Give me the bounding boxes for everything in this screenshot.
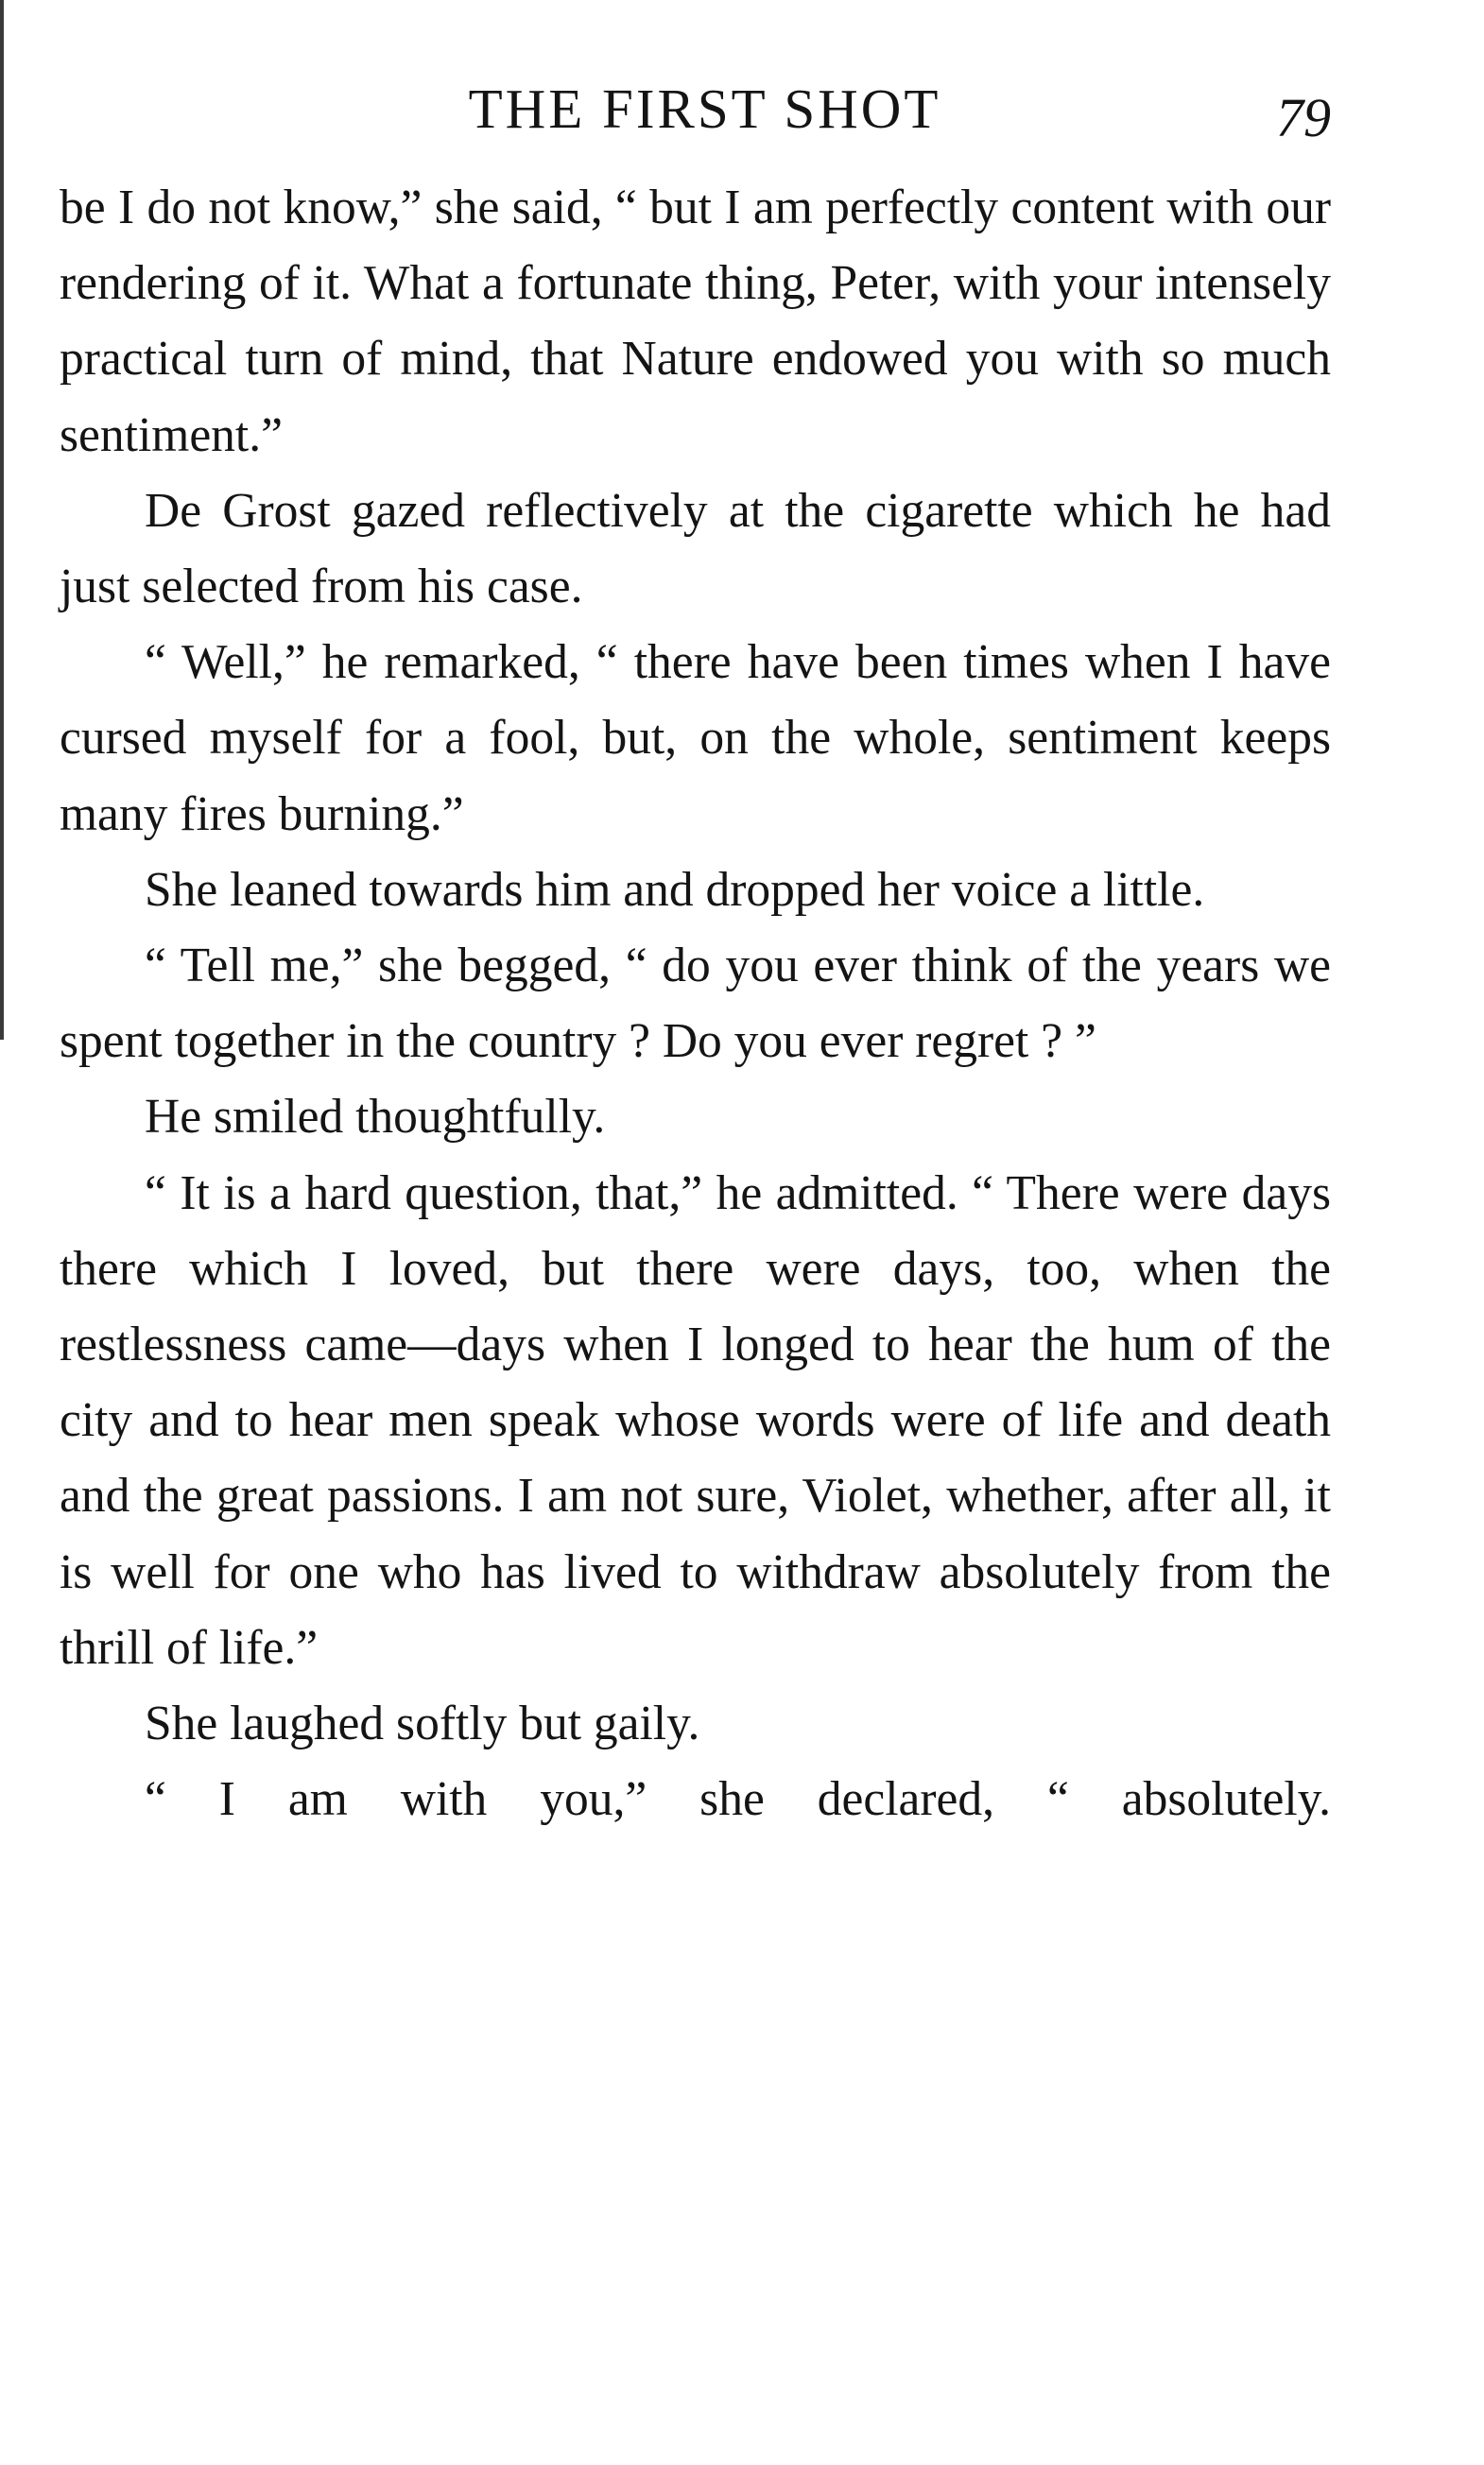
running-title: THE FIRST SHOT <box>468 78 941 140</box>
paragraph-5: “ Tell me,” she begged, “ do you ever think of the years we spent together in the country ? Do you ever regret ? ” <box>60 939 1331 1069</box>
paragraph-8: She laughed softly but gaily. <box>145 1697 700 1751</box>
paragraph-2: De Grost gazed reflectively at the cigarette which he had just selected from his case. <box>60 483 1331 614</box>
paragraph-7: “ It is a hard question, that,” he admitted. “ There were days there which I loved, but there were days, too, when the restlessness came—days when I longed to hear the hum of the city and to hear men speak whose words were of life and death and the great passions. I am not sure, Violet, whether, after all, it is well for one who has lived to withdraw absolutely from the thrill of life.” <box>60 1165 1331 1675</box>
paragraph-4: She leaned towards him and dropped her voice a little. <box>145 862 1205 917</box>
paragraph-6: He smiled thoughtfully. <box>145 1090 606 1145</box>
paragraph-9: “ I am with you,” she declared, “ absolutely. <box>145 1772 1331 1827</box>
page-edge-rule <box>0 0 4 1040</box>
book-page <box>60 76 1331 1837</box>
paragraph-3: “ Well,” he remarked, “ there have been times when I have cursed myself for a fool, but, on the whole, sentiment keeps many fires burning.” <box>60 635 1331 841</box>
running-head <box>60 76 1331 170</box>
paragraph-1: be I do not know,” she said, “ but I am perfectly content with our rendering of it. What a fortunate thing, Peter, with your intensely practical turn of mind, that Nature endowed you with so much sentiment.” <box>60 181 1331 462</box>
body-text <box>60 170 1331 1837</box>
page-number: 79 <box>1276 87 1331 148</box>
